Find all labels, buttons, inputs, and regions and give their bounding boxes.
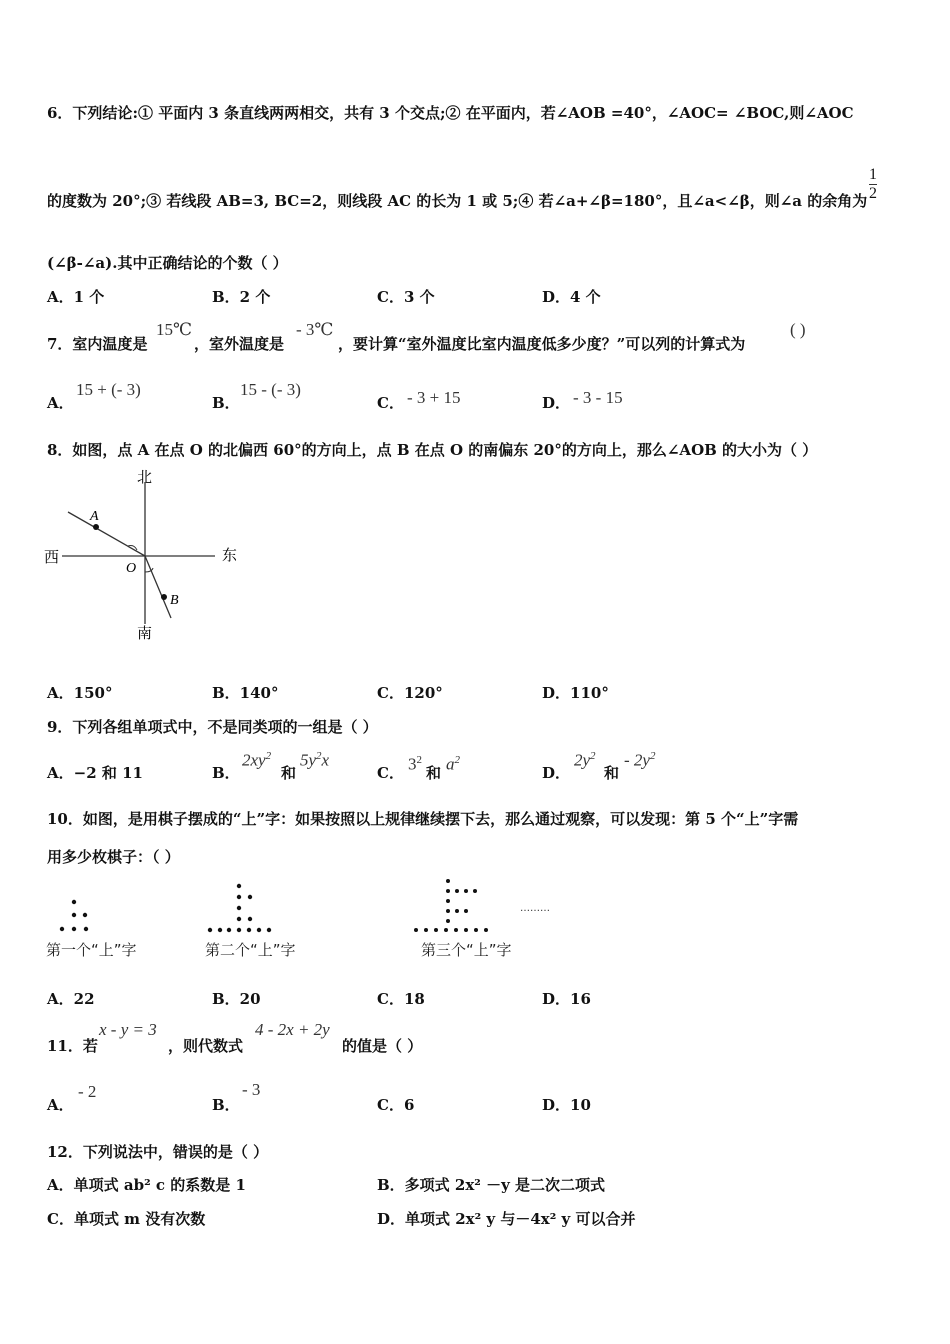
q7-option-a-label: A．	[47, 394, 74, 412]
q9-option-c-and: 和	[426, 764, 442, 782]
q6-fraction	[869, 166, 877, 203]
q6-option-b[interactable]: B．2 个	[212, 288, 271, 306]
label-o: O	[126, 561, 137, 576]
q7-temp-in: 15℃	[156, 320, 193, 339]
q6-line1: 6．下列结论:① 平面内 3 条直线两两相交，共有 3 个交点;② 在平面内，若∠AOB =40°，∠AOC= ∠BOC,则∠AOC	[47, 104, 854, 122]
q11-option-d[interactable]: D．10	[542, 1096, 591, 1114]
label-a: A	[90, 509, 99, 524]
q12-text: 12．下列说法中，错误的是（ ）	[47, 1143, 269, 1161]
q9-option-b-label: B．	[212, 764, 240, 782]
q9-option-d-label: D．	[542, 764, 571, 782]
q10-option-d[interactable]: D．16	[542, 990, 591, 1008]
q7-option-a[interactable]	[47, 392, 74, 413]
pattern-3	[414, 879, 488, 932]
q11-option-a-value: - 2	[78, 1082, 97, 1101]
q7-option-d-label: D．	[542, 394, 571, 412]
q12-option-c[interactable]: C．单项式 m 没有次数	[47, 1210, 206, 1228]
label-west: 西	[44, 548, 60, 566]
q7-text-b: ，室外温度是	[194, 335, 285, 353]
q7-text-c: ，要计算“室外温度比室内温度低多少度？”可以列的计算式为	[338, 335, 746, 353]
q10-caption-1: 第一个“上”字	[46, 941, 137, 959]
q7-option-d[interactable]	[542, 392, 570, 413]
q9-option-d-expr1: $2y^2$	[574, 750, 596, 770]
q9-option-d-expr2: - $2y^2$	[624, 750, 656, 770]
q9-text: 9．下列各组单项式中，不是同类项的一组是（ ）	[47, 718, 378, 736]
q10-option-c[interactable]: C．18	[377, 990, 425, 1008]
q7-option-c[interactable]	[377, 392, 404, 413]
q8-option-c[interactable]: C．120°	[377, 684, 443, 702]
q10-option-b[interactable]: B．20	[212, 990, 261, 1008]
q6-line2: 的度数为 20°;③ 若线段 AB=3, BC=2，则线段 AC 的长为 1 或 5;④ 若∠a+∠β=180°，且∠a<∠β，则∠a 的余角为	[47, 192, 868, 210]
label-east: 东	[222, 546, 238, 564]
q8-direction-figure	[40, 464, 250, 646]
point-a	[93, 524, 99, 530]
q7-text-a: 7．室内温度是	[47, 335, 148, 353]
q11-option-a-label: A．	[47, 1096, 74, 1114]
q7-option-b[interactable]	[212, 392, 240, 413]
q8-option-b[interactable]: B．140°	[212, 684, 279, 702]
q11-option-b[interactable]	[212, 1094, 240, 1115]
q6-option-a[interactable]: A．1 个	[47, 288, 105, 306]
q7-option-b-label: B．	[212, 394, 240, 412]
q9-option-d-and: 和	[604, 764, 620, 782]
q11-text-a: 11．若	[47, 1037, 98, 1055]
q7-option-a-expr: 15 + (- 3)	[76, 380, 141, 399]
q7-paren: ( )	[790, 320, 806, 339]
q9-option-b[interactable]	[212, 762, 240, 783]
q9-option-b-expr2: $5y^2x$	[300, 750, 330, 770]
q11-condition: x - y = 3	[99, 1020, 157, 1039]
q10-line1: 10．如图，是用棋子摆成的“上”字：如果按照以上规律继续摆下去，那么通过观察，可以发现：第 5 个“上”字需	[47, 810, 799, 828]
q10-line2: 用多少枚棋子：（ ）	[47, 848, 180, 866]
q7-option-c-expr: - 3 + 15	[407, 388, 461, 407]
pattern-1	[60, 900, 88, 931]
q12-option-a[interactable]: A．单项式 ab² c 的系数是 1	[47, 1176, 246, 1194]
q9-option-c-label: C．	[377, 764, 404, 782]
q8-option-a[interactable]: A．150°	[47, 684, 113, 702]
q6-frac-den: 2	[869, 185, 877, 202]
q11-option-c[interactable]: C．6	[377, 1096, 415, 1114]
pattern-2	[208, 884, 271, 932]
q9-option-c[interactable]	[377, 762, 404, 783]
q7-option-c-label: C．	[377, 394, 404, 412]
label-south: 南	[137, 624, 153, 642]
q9-option-c-expr2: $a^2$	[446, 754, 460, 774]
ray-oa	[68, 512, 145, 556]
q10-caption-3: 第三个“上”字	[421, 941, 512, 959]
q6-option-c[interactable]: C．3 个	[377, 288, 435, 306]
q11-expression: 4 - 2x + 2y	[255, 1020, 330, 1039]
q8-text: 8．如图，点 A 在点 O 的北偏西 60°的方向上，点 B 在点 O 的南偏东 20°的方向上，那么∠AOB 的大小为（ ）	[47, 441, 818, 459]
q6-frac-num: 1	[869, 166, 877, 183]
q9-option-c-expr1: $3^2$	[408, 754, 422, 774]
point-b	[161, 594, 167, 600]
q8-option-d[interactable]: D．110°	[542, 684, 609, 702]
ray-ob	[145, 556, 171, 618]
q10-caption-2: 第二个“上”字	[205, 941, 296, 959]
q11-text-b: ，则代数式	[168, 1037, 244, 1055]
label-b: B	[170, 593, 179, 608]
q11-option-b-label: B．	[212, 1096, 240, 1114]
q12-option-d[interactable]: D．单项式 2x² y 与－4x² y 可以合并	[377, 1210, 636, 1228]
q9-option-d[interactable]	[542, 762, 570, 783]
q7-temp-out: - 3℃	[296, 320, 334, 339]
q11-option-a[interactable]	[47, 1094, 74, 1115]
q11-text-c: 的值是（ ）	[342, 1037, 423, 1055]
q9-option-b-and: 和	[281, 764, 297, 782]
q11-option-b-value: - 3	[242, 1080, 261, 1099]
q9-option-a[interactable]: A．−2 和 11	[47, 764, 143, 782]
q12-option-b[interactable]: B．多项式 2x² －y 是二次二项式	[377, 1176, 606, 1194]
q10-option-a[interactable]: A．22	[47, 990, 95, 1008]
label-north: 北	[137, 468, 153, 486]
q7-option-b-expr: 15 - (- 3)	[240, 380, 301, 399]
q9-option-b-expr1: $2xy^2$	[242, 750, 272, 770]
q6-option-d[interactable]: D．4 个	[542, 288, 601, 306]
q6-line3: (∠β-∠a).其中正确结论的个数（ ）	[47, 254, 288, 272]
q10-ellipsis: ………	[520, 903, 550, 914]
q7-option-d-expr: - 3 - 15	[573, 388, 623, 407]
